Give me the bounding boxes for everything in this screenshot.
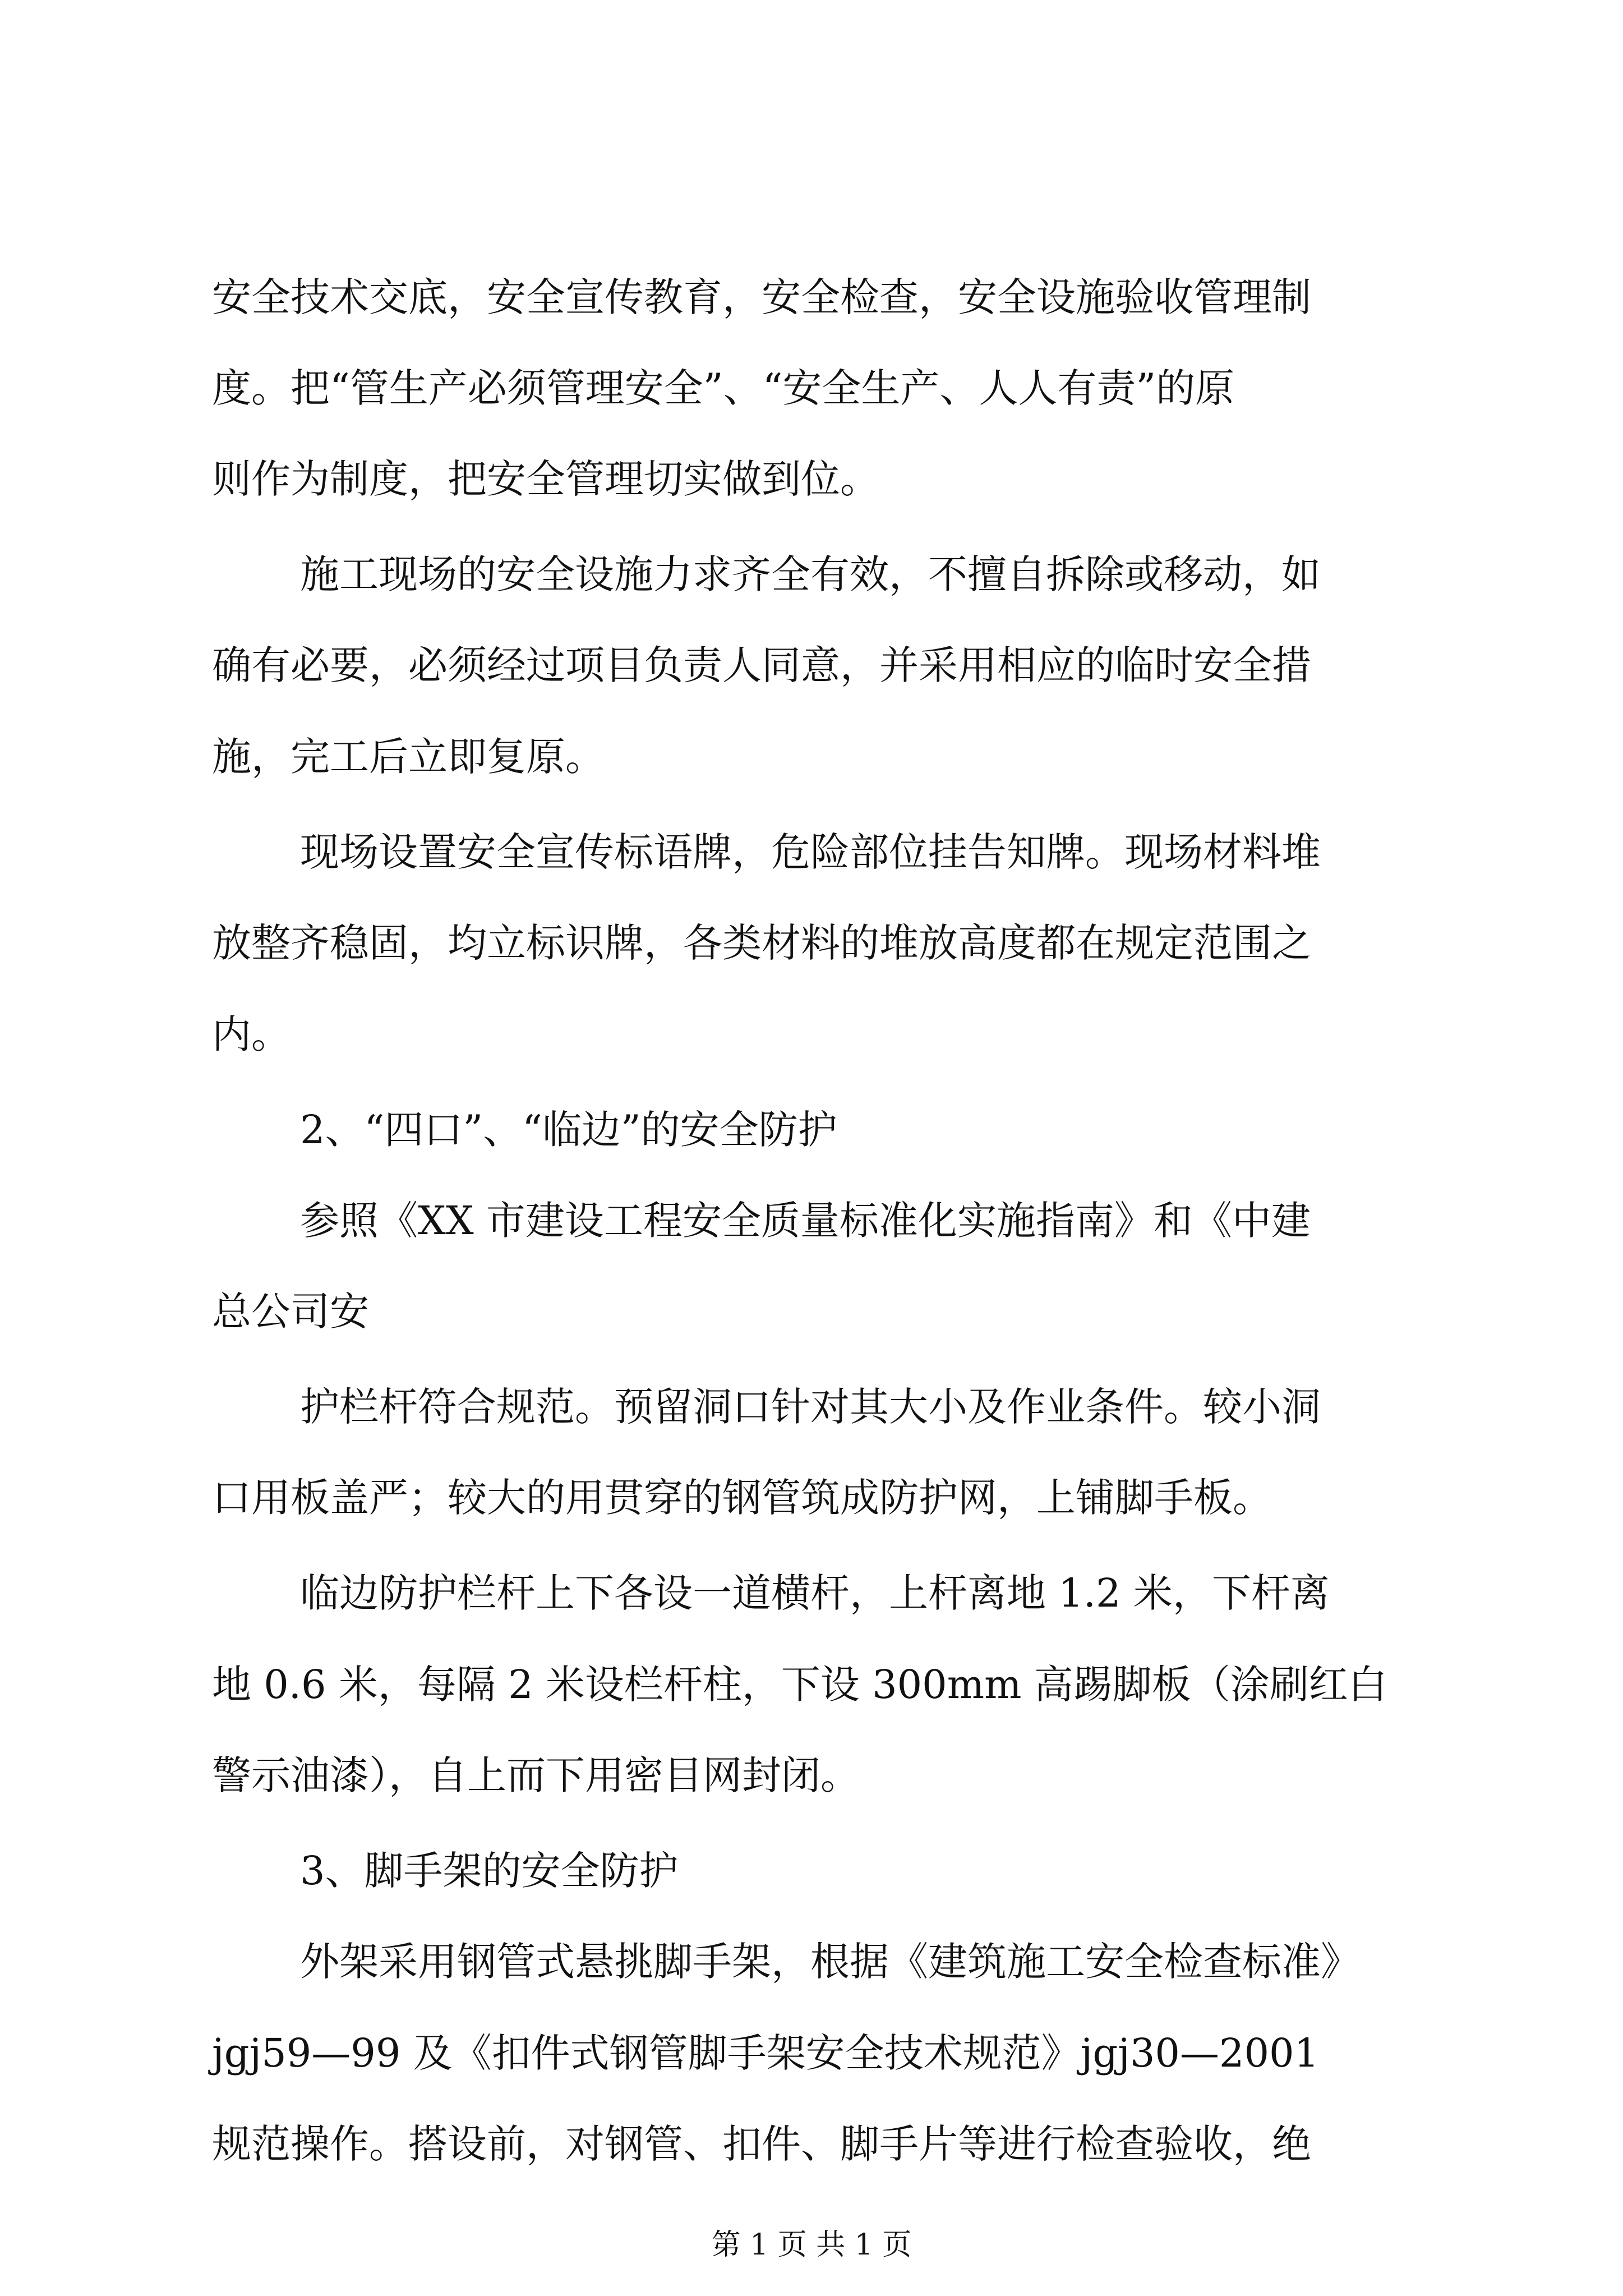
section-heading: 2、“四口”、“临边”的安全防护 [300,1107,837,1153]
text-line: 则作为制度，把安全管理切实做到位。 [212,456,879,502]
text-line: 地 0.6 米，每隔 2 米设栏杆柱，下设 300mm 高踢脚板（涂刷红白 [212,1662,1387,1708]
text-line: 警示油漆），自上而下用密目网封闭。 [212,1752,860,1798]
section-heading: 3、脚手架的安全防护 [300,1848,679,1894]
text-line: 内。 [212,1011,291,1057]
text-line: 外架采用钢管式悬挑脚手架，根据《建筑施工安全检查标准》 [300,1939,1360,1985]
text-line: 确有必要，必须经过项目负责人同意，并采用相应的临时安全措 [212,642,1311,688]
text-line: 安全技术交底，安全宣传教育，安全检查，安全设施验收管理制 [212,274,1311,320]
text-line: 施，完工后立即复原。 [212,734,605,780]
text-line: 参照《XX 市建设工程安全质量标准化实施指南》和《中建 [300,1198,1311,1244]
text-line: 放整齐稳固，均立标识牌，各类材料的堆放高度都在规定范围之 [212,920,1311,966]
text-line: 现场设置安全宣传标语牌，危险部位挂告知牌。现场材料堆 [300,829,1321,875]
text-line: 度。把“管生产必须管理安全”、“安全生产、人人有责”的原 [212,365,1235,411]
text-line: jgj59—99 及《扣件式钢管脚手架安全技术规范》jgj30—2001 [212,2030,1320,2076]
text-line: 总公司安 [212,1289,369,1335]
text-line: 规范操作。搭设前，对钢管、扣件、脚手片等进行检查验收，绝 [212,2121,1311,2167]
text-line: 口用板盖严；较大的用贯穿的钢管筑成防护网，上铺脚手板。 [212,1475,1272,1521]
text-line: 施工现场的安全设施力求齐全有效，不擅自拆除或移动，如 [300,551,1321,597]
page-footer: 第 1 页 共 1 页 [711,2228,912,2262]
text-line: 护栏杆符合规范。预留洞口针对其大小及作业条件。较小洞 [300,1384,1321,1430]
text-line: 临边防护栏杆上下各设一道横杆，上杆离地 1.2 米，下杆离 [300,1570,1330,1616]
